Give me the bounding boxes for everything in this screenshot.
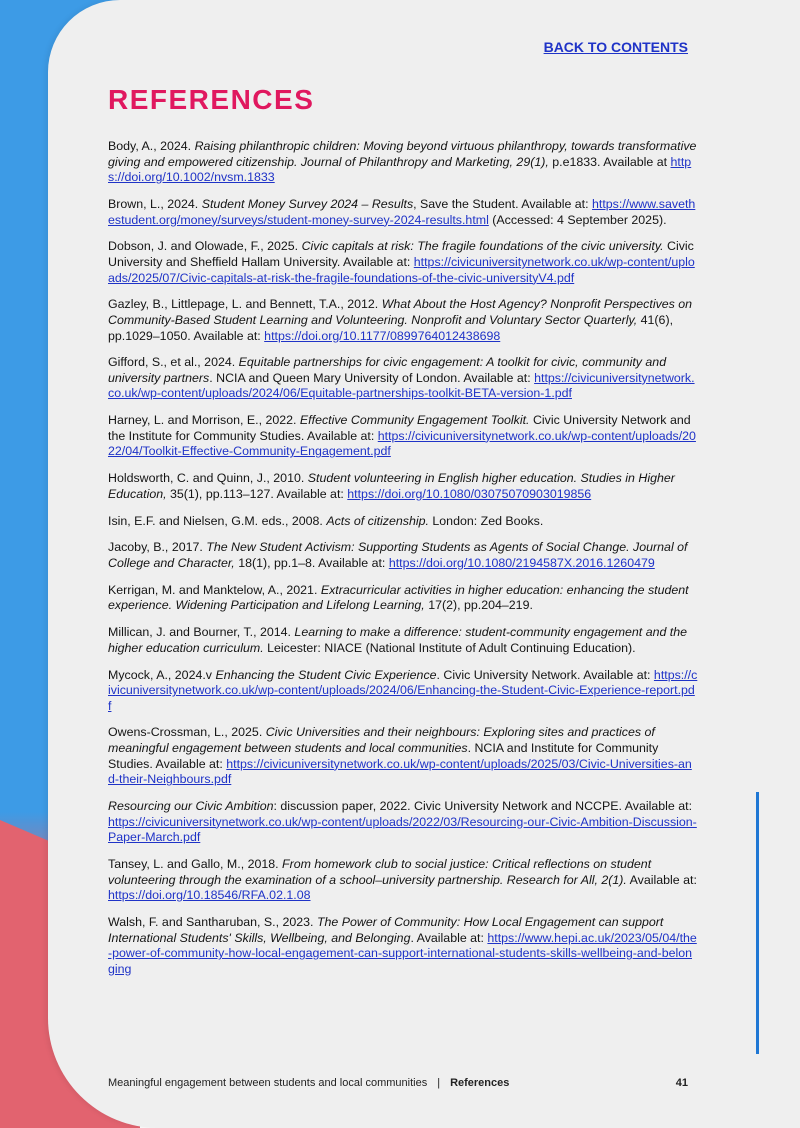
reference-details: p.e1833. Available at bbox=[548, 154, 671, 169]
footer-separator: | bbox=[437, 1077, 441, 1089]
reference-authors: Walsh, F. and Santharuban, S., 2023. bbox=[108, 914, 317, 929]
reference-title: Enhancing the Student Civic Experience bbox=[215, 667, 437, 682]
reference-authors: Gifford, S., et al., 2024. bbox=[108, 355, 239, 370]
reference-authors: Dobson, J. and Olowade, F., 2025. bbox=[108, 239, 302, 254]
reference-entry bbox=[108, 915, 698, 977]
reference-details: , Save the Student. Available at: bbox=[413, 196, 593, 211]
reference-entry bbox=[108, 471, 698, 502]
reference-title: The New Student Activism: Supporting Students as Agents of Social Change. Journal of College and Character, bbox=[108, 540, 688, 570]
reference-entry bbox=[108, 540, 698, 571]
reference-entry bbox=[108, 725, 698, 787]
reference-link[interactable]: https://civicuniversitynetwork.co.uk/wp-content/uploads/2025/07/Civic-capitals-at-risk-the-fragile-foundations-of-the-civic-universityV4.pdf bbox=[108, 254, 695, 285]
reference-authors: Holdsworth, C. and Quinn, J., 2010. bbox=[108, 471, 308, 486]
reference-title: Student volunteering in English higher education. Studies in Higher Education, bbox=[108, 471, 675, 501]
reference-title: Resourcing our Civic Ambition bbox=[108, 799, 274, 814]
reference-authors: Owens-Crossman, L., 2025. bbox=[108, 725, 266, 740]
reference-title: Civic capitals at risk: The fragile foundations of the civic university. bbox=[301, 239, 664, 254]
reference-link[interactable]: https://civicuniversitynetwork.co.uk/wp-content/uploads/2024/06/Enhancing-the-Student-Civic-Experience-report.pdf bbox=[108, 667, 698, 713]
reference-entry bbox=[108, 857, 698, 904]
page-footer bbox=[108, 1077, 688, 1089]
reference-title: Acts of citizenship. bbox=[326, 513, 429, 528]
reference-details: Civic University Network and the Institute for Community Studies. Available at: bbox=[108, 413, 691, 443]
reference-authors: Isin, E.F. and Nielsen, G.M. eds., 2008. bbox=[108, 513, 327, 528]
reference-authors: Tansey, L. and Gallo, M., 2018. bbox=[108, 857, 283, 871]
reference-details: 41(6), pp.1029–1050. Available at: bbox=[108, 312, 674, 343]
reference-link[interactable]: https://civicuniversitynetwork.co.uk/wp-content/uploads/2024/06/Equitable-partnerships-toolkit-BETA-version-1.pdf bbox=[108, 370, 695, 401]
reference-title: Student Money Survey 2024 – Results bbox=[201, 196, 414, 211]
reference-details: 18(1), pp.1–8. Available at: bbox=[234, 555, 389, 570]
reference-authors: Millican, J. and Bourner, T., 2014. bbox=[108, 625, 295, 640]
reference-details: Civic University and Sheffield Hallam University. Available at: bbox=[108, 239, 694, 269]
reference-details: 17(2), pp.204–219. bbox=[424, 598, 533, 613]
reference-entry bbox=[108, 668, 698, 715]
reference-details: London: Zed Books. bbox=[428, 513, 544, 528]
side-accent-line bbox=[756, 792, 759, 1054]
reference-link[interactable]: https://doi.org/10.1177/0899764012438698 bbox=[264, 328, 501, 343]
reference-details: : discussion paper, 2022. Civic University Network and NCCPE. Available at: bbox=[273, 799, 693, 814]
reference-entry bbox=[108, 799, 698, 846]
reference-authors: Mycock, A., 2024.v bbox=[108, 667, 216, 682]
reference-link[interactable]: https://civicuniversitynetwork.co.uk/wp-content/uploads/2025/03/Civic-Universities-and-their-Neighbours.pdf bbox=[108, 756, 692, 787]
reference-details: Leicester: NIACE (National Institute of Adult Continuing Education). bbox=[263, 640, 636, 655]
reference-link[interactable]: https://doi.org/10.18546/RFA.02.1.08 bbox=[108, 888, 311, 903]
reference-details: . Civic University Network. Available at: bbox=[436, 667, 654, 682]
reference-authors: Brown, L., 2024. bbox=[108, 196, 202, 211]
reference-title: Learning to make a difference: student-community engagement and the higher education curriculum. bbox=[108, 625, 688, 655]
reference-title: Raising philanthropic children: Moving beyond virtuous philanthropy, towards transformative giving and empowered citizenship. Journal of Philanthropy and Marketing, 29(1), bbox=[108, 139, 697, 169]
reference-link[interactable]: https://www.hepi.ac.uk/2023/05/04/the-power-of-community-how-local-engagement-can-support-international-students-skills-wellbeing-and-belonging bbox=[108, 930, 697, 976]
reference-entry bbox=[108, 625, 698, 656]
reference-note: (Accessed: 4 September 2025). bbox=[488, 212, 667, 227]
reference-details: 35(1), pp.113–127. Available at: bbox=[166, 486, 348, 501]
reference-title: Equitable partnerships for civic engagement: A toolkit for civic, community and university partners bbox=[108, 355, 667, 385]
reference-entry bbox=[108, 239, 698, 286]
reference-title: The Power of Community: How Local Engagement can support International Students' Skills, Wellbeing, and Belonging bbox=[108, 914, 664, 945]
reference-entry bbox=[108, 413, 698, 460]
reference-authors: Harney, L. and Morrison, E., 2022. bbox=[108, 413, 300, 428]
page-number: 41 bbox=[675, 1077, 688, 1089]
reference-title: From homework club to social justice: Critical reflections on student volunteering through the examination of a school–university partnership. Research for All, 2(1). bbox=[108, 857, 652, 887]
reference-entry bbox=[108, 197, 698, 228]
reference-details: Available at: bbox=[626, 872, 697, 887]
back-to-contents-link[interactable]: BACK TO CONTENTS bbox=[543, 39, 688, 55]
reference-entry bbox=[108, 355, 698, 402]
reference-authors: Jacoby, B., 2017. bbox=[108, 540, 207, 555]
reference-title: Civic Universities and their neighbours: Exploring sites and practices of meaningful engagement between students and local communities bbox=[108, 725, 655, 756]
reference-authors: Kerrigan, M. and Manktelow, A., 2021. bbox=[108, 582, 321, 597]
reference-details: . NCIA and Queen Mary University of London. Available at: bbox=[209, 370, 535, 385]
reference-link[interactable]: https://www.savethestudent.org/money/surveys/student-money-survey-2024-results.html bbox=[108, 196, 696, 227]
reference-link[interactable]: https://civicuniversitynetwork.co.uk/wp-content/uploads/2022/03/Resourcing-our-Civic-Ambition-Discussion-Paper-March.pdf bbox=[108, 814, 697, 845]
reference-title: Extracurricular activities in higher education: enhancing the student experience. Widening Participation and Lifelong Learning, bbox=[108, 582, 689, 613]
reference-authors: Body, A., 2024. bbox=[108, 139, 195, 153]
reference-entry bbox=[108, 514, 698, 530]
reference-details: . Available at: bbox=[410, 930, 488, 945]
reference-entry bbox=[108, 297, 698, 344]
footer-document-title: Meaningful engagement between students and local communities bbox=[108, 1077, 428, 1089]
reference-link[interactable]: https://doi.org/10.1002/nvsm.1833 bbox=[108, 154, 692, 185]
reference-link[interactable]: https://doi.org/10.1080/2194587X.2016.1260479 bbox=[388, 555, 655, 570]
reference-link[interactable]: https://doi.org/10.1080/03075070903019856 bbox=[347, 486, 592, 501]
reference-list bbox=[108, 139, 698, 989]
reference-details: . NCIA and Institute for Community Studies. Available at: bbox=[108, 741, 659, 771]
reference-authors: Gazley, B., Littlepage, L. and Bennett, T.A., 2012. bbox=[108, 297, 382, 312]
footer-section-name: References bbox=[450, 1077, 510, 1089]
page-title: REFERENCES bbox=[108, 84, 315, 115]
reference-title: Effective Community Engagement Toolkit. bbox=[299, 413, 530, 428]
reference-link[interactable]: https://civicuniversitynetwork.co.uk/wp-content/uploads/2022/04/Toolkit-Effective-Community-Engagement.pdf bbox=[108, 428, 696, 459]
reference-title: What About the Host Agency? Nonprofit Perspectives on Community-Based Student Learning and Volunteering. Nonprofit and Voluntary Sector Quarterly, bbox=[108, 297, 693, 327]
reference-entry bbox=[108, 583, 698, 614]
reference-entry bbox=[108, 139, 698, 186]
